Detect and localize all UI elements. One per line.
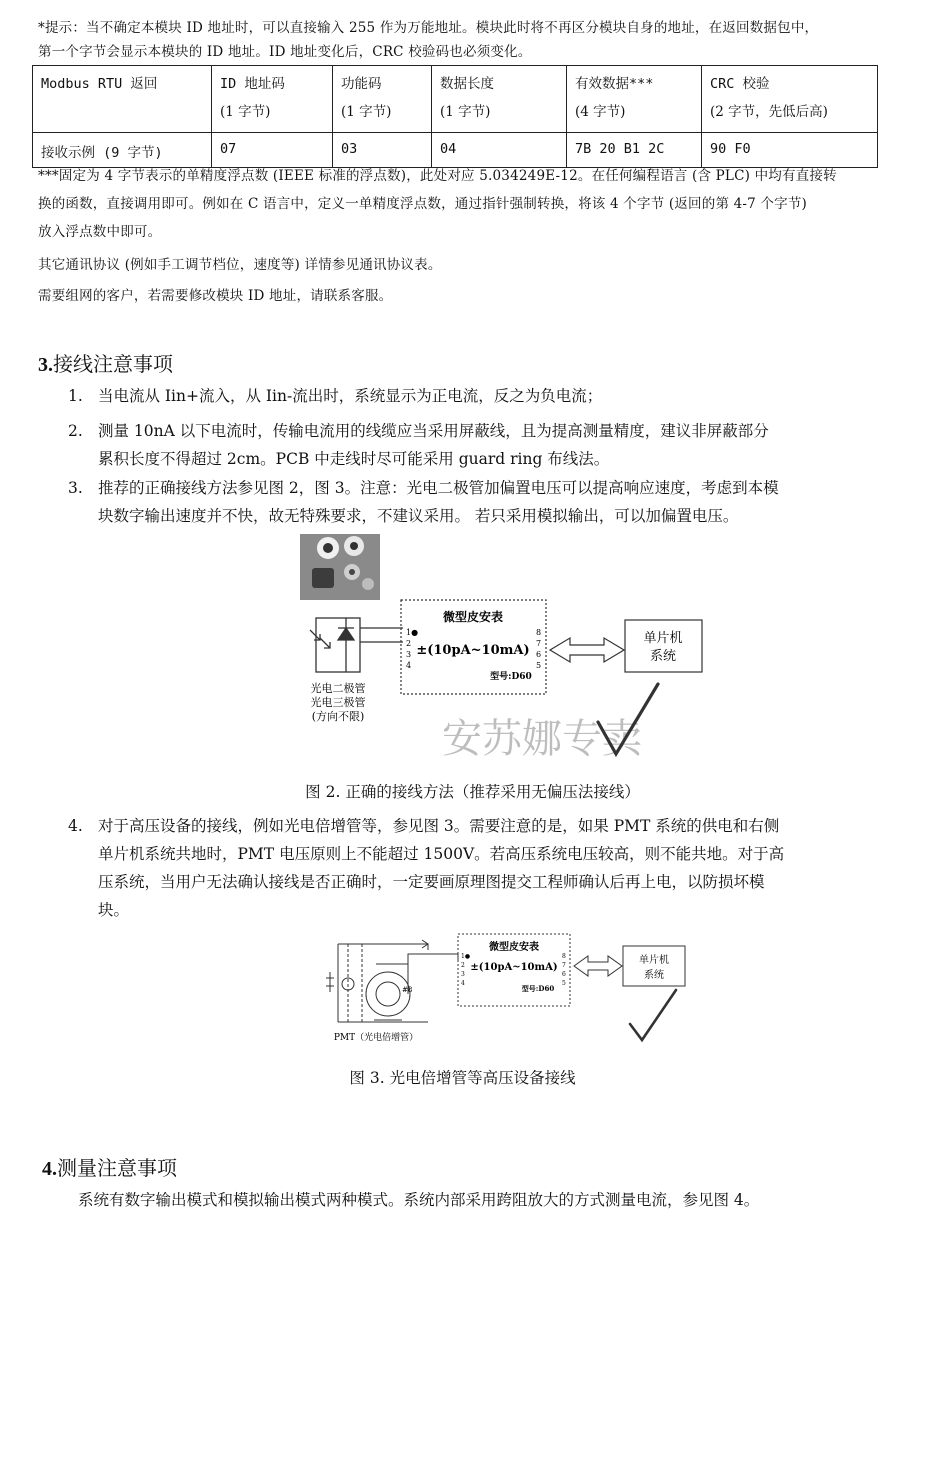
bidirectional-arrow-icon	[550, 638, 624, 662]
meter-title: 微型皮安表	[489, 942, 539, 953]
note-line: ***固定为 4 字节表示的单精度浮点数 (IEEE 标准的浮点数)，此处对应 5.034249E-12。在任何编程语言 (含 PLC) 中均有直接转	[38, 168, 837, 184]
photodiode-symbol	[310, 618, 403, 672]
sensor-label: 光电二极管	[310, 682, 366, 695]
table-header-cell: 有效数据*** (4 字节)	[567, 66, 702, 133]
pin-label: 4	[461, 980, 465, 987]
pmt-circuit	[326, 940, 458, 1022]
pin-label: 5	[536, 661, 542, 670]
meter-range: ±(10pA~10mA)	[416, 643, 530, 658]
table-cell: 03	[333, 133, 432, 168]
pin-label: 2	[461, 962, 465, 969]
table-header-cell: CRC 校验 (2 字节，先低后高)	[702, 66, 878, 133]
mcu-system-box	[625, 620, 702, 672]
mcu-label: 单片机	[643, 631, 683, 646]
section-heading: 4.测量注意事项	[42, 1156, 177, 1180]
pin-label: 8	[562, 953, 566, 960]
bidirectional-arrow-icon	[574, 956, 622, 976]
note-line: 第一个字节会显示本模块的 ID 地址。ID 地址变化后，CRC 校验码也必须变化。	[38, 44, 532, 60]
pmt-label: PMT（光电倍增管）	[333, 1033, 419, 1043]
table-cell: 接收示例 (9 字节)	[33, 133, 212, 168]
table-header-cell: 功能码 (1 字节)	[333, 66, 432, 133]
check-mark-icon	[630, 990, 676, 1040]
pin-label: 8	[536, 628, 542, 637]
watermark: 安苏娜专卖	[442, 716, 642, 762]
meter-range: ±(10pA~10mA)	[470, 962, 558, 973]
pmt-pin-label: #8	[402, 986, 413, 994]
pin-label: 1●	[406, 628, 419, 637]
note-line: 放入浮点数中即可。	[38, 224, 162, 240]
pin-label: 3	[406, 650, 412, 659]
pin-label: 5	[562, 980, 566, 987]
sensor-label: 光电三极管	[310, 696, 366, 709]
mcu-label: 系统	[649, 649, 677, 664]
pin-label: 6	[562, 971, 566, 978]
pin-label: 2	[406, 639, 412, 648]
figure-2-wiring-diagram	[298, 532, 738, 772]
mcu-label: 单片机	[639, 955, 669, 966]
pin-label: 7	[536, 639, 542, 648]
section-heading: 3.接线注意事项	[38, 352, 173, 376]
table-cell: 7B 20 B1 2C	[567, 133, 702, 168]
note-line: 其它通讯协议 (例如手工调节档位，速度等) 详情参见通讯协议表。	[38, 257, 442, 273]
pin-label: 1●	[461, 953, 471, 960]
paragraph: 系统有数字输出模式和模拟输出模式两种模式。系统内部采用跨阻放大的方式测量电流，参见图 4。	[78, 1191, 760, 1209]
meter-model: 型号:D60	[521, 984, 555, 993]
pin-label: 7	[562, 962, 566, 969]
table-header-cell: Modbus RTU 返回	[33, 66, 212, 133]
table-cell: 90 F0	[702, 133, 878, 168]
table-cell: 04	[432, 133, 567, 168]
table-header-cell: 数据长度 (1 字节)	[432, 66, 567, 133]
modbus-return-table	[32, 65, 878, 168]
note-line: 换的函数，直接调用即可。例如在 C 语言中，定义一单精度浮点数，通过指针强制转换，将该 4 个字节 (返回的第 4-7 个字节)	[38, 196, 808, 212]
product-photo	[300, 534, 380, 600]
pin-label: 4	[406, 661, 412, 670]
sensor-label: (方向不限)	[311, 710, 365, 723]
note-line: *提示：当不确定本模块 ID 地址时，可以直接输入 255 作为万能地址。模块此时将不再区分模块自身的地址，在返回数据包中，	[38, 20, 819, 36]
figure-3-pmt-wiring-diagram	[318, 932, 708, 1052]
note-line: 需要组网的客户，若需要修改模块 ID 地址，请联系客服。	[38, 288, 393, 304]
meter-model: 型号:D60	[490, 672, 532, 682]
mcu-label: 系统	[644, 970, 664, 981]
pin-label: 3	[461, 971, 465, 978]
figure-caption: 图 2. 正确的接线方法（推荐采用无偏压法接线）	[305, 783, 640, 801]
meter-title: 微型皮安表	[442, 610, 504, 624]
figure-caption: 图 3. 光电倍增管等高压设备接线	[349, 1069, 576, 1087]
table-cell: 07	[212, 133, 333, 168]
pin-label: 6	[536, 650, 542, 659]
table-header-cell: ID 地址码 (1 字节)	[212, 66, 333, 133]
